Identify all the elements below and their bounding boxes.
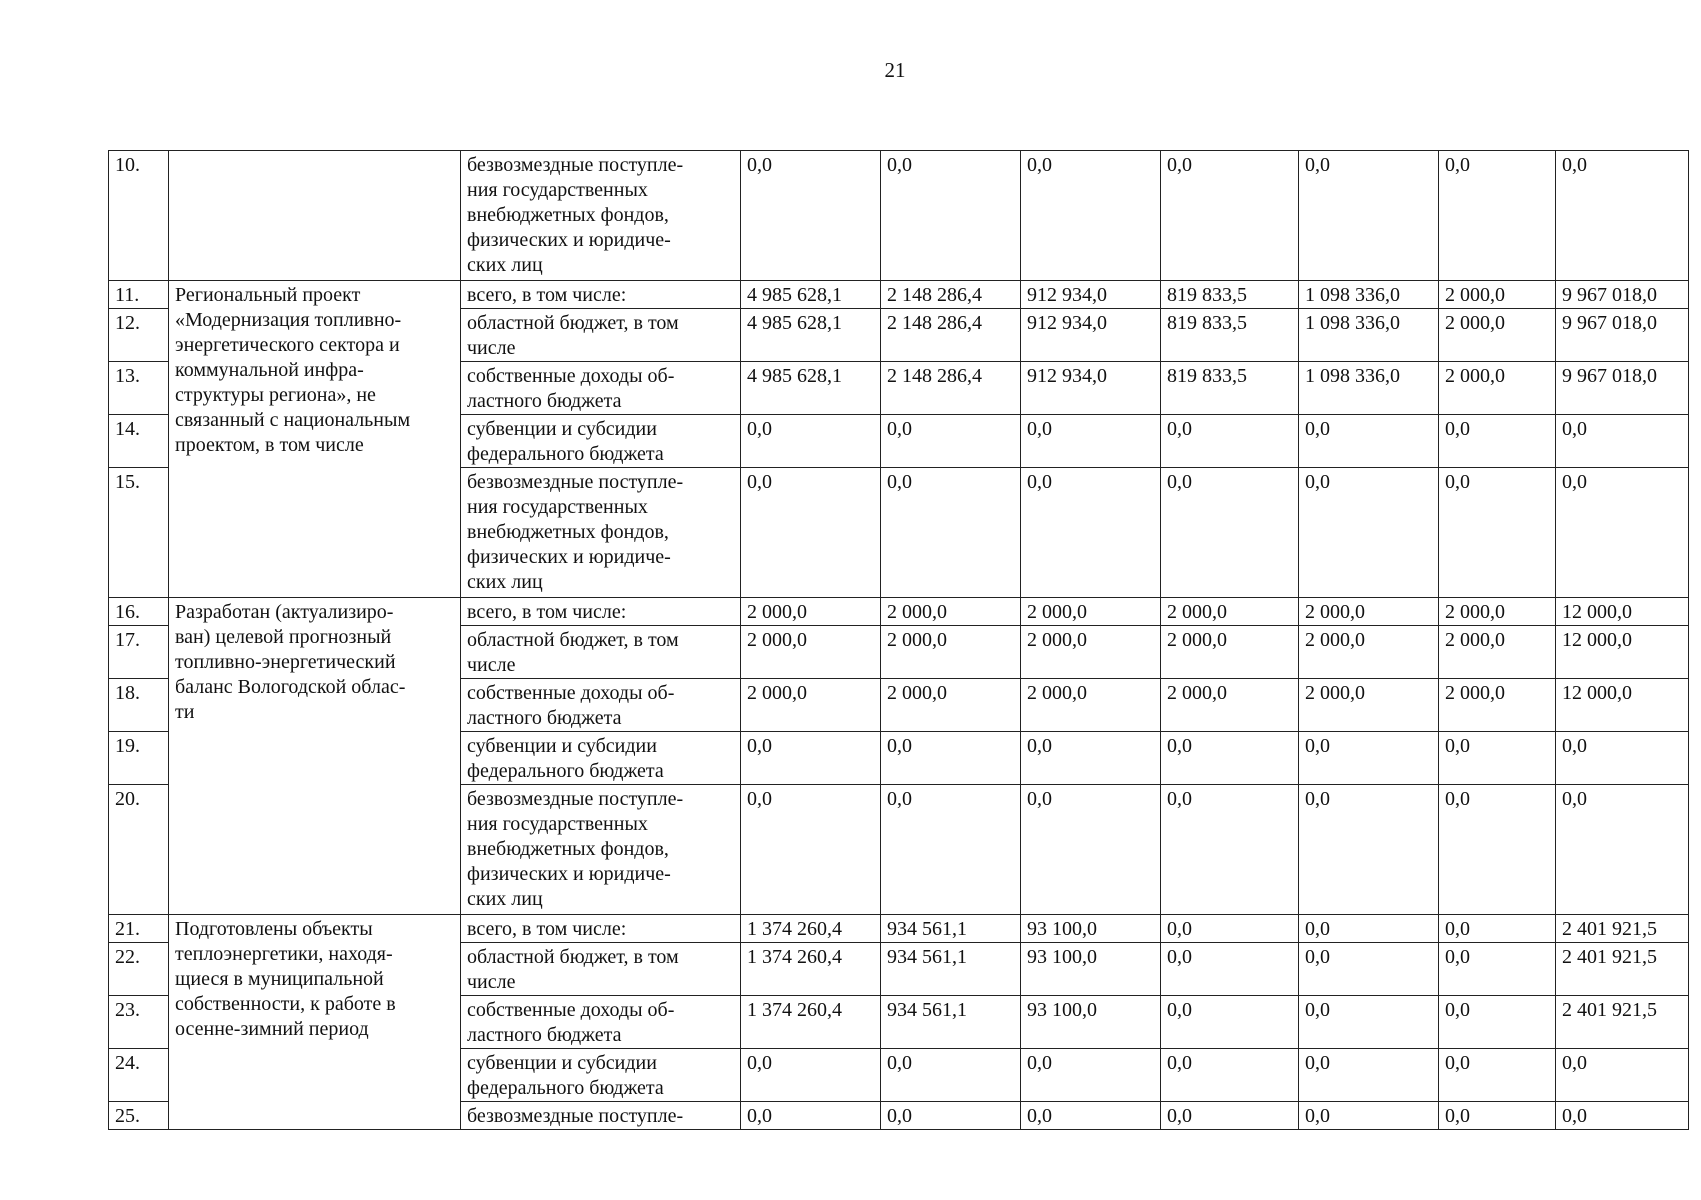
row-number: 17.: [109, 626, 169, 679]
value-cell: 1 098 336,0: [1299, 362, 1439, 415]
value-cell: 2 000,0: [1021, 626, 1161, 679]
value-cell: 4 985 628,1: [741, 281, 881, 309]
value-cell: 0,0: [1161, 415, 1299, 468]
table-row: [109, 598, 1689, 626]
value-cell: 0,0: [1021, 1102, 1161, 1130]
row-number: 18.: [109, 679, 169, 732]
value-cell: 0,0: [1439, 732, 1556, 785]
funding-source-cell: безвозмездные поступле- ния государственных внебюджетных фондов, физических и юридиче- ских лиц: [461, 785, 741, 915]
value-cell: 2 000,0: [741, 679, 881, 732]
funding-source-cell: собственные доходы об- ластного бюджета: [461, 679, 741, 732]
value-cell: 0,0: [881, 785, 1021, 915]
event-name-cell: Подготовлены объекты теплоэнергетики, находя- щиеся в муниципальной собственности, к работе в осенне-зимний период: [169, 915, 461, 1130]
value-cell: 0,0: [1161, 785, 1299, 915]
value-cell: 0,0: [1556, 151, 1689, 281]
value-cell: 0,0: [1021, 732, 1161, 785]
funding-source-cell: безвозмездные поступле- ния государственных внебюджетных фондов, физических и юридиче- ских лиц: [461, 468, 741, 598]
value-cell: 0,0: [1299, 1102, 1439, 1130]
value-cell: 0,0: [741, 1049, 881, 1102]
value-cell: 1 098 336,0: [1299, 309, 1439, 362]
value-cell: 0,0: [1299, 1049, 1439, 1102]
value-cell: 0,0: [1161, 915, 1299, 943]
value-cell: 93 100,0: [1021, 996, 1161, 1049]
value-cell: 93 100,0: [1021, 915, 1161, 943]
row-number: 19.: [109, 732, 169, 785]
value-cell: 4 985 628,1: [741, 309, 881, 362]
value-cell: 4 985 628,1: [741, 362, 881, 415]
row-number: 21.: [109, 915, 169, 943]
funding-source-cell: областной бюджет, в том числе: [461, 309, 741, 362]
value-cell: 0,0: [1161, 468, 1299, 598]
value-cell: 0,0: [1439, 943, 1556, 996]
value-cell: 0,0: [1439, 915, 1556, 943]
value-cell: 0,0: [881, 732, 1021, 785]
value-cell: 912 934,0: [1021, 309, 1161, 362]
value-cell: 9 967 018,0: [1556, 309, 1689, 362]
row-number: 24.: [109, 1049, 169, 1102]
value-cell: 2 000,0: [1439, 626, 1556, 679]
value-cell: 2 000,0: [1299, 598, 1439, 626]
value-cell: 0,0: [1299, 415, 1439, 468]
value-cell: 0,0: [1021, 151, 1161, 281]
value-cell: 0,0: [1299, 915, 1439, 943]
value-cell: 0,0: [741, 732, 881, 785]
value-cell: 0,0: [1021, 415, 1161, 468]
value-cell: 2 000,0: [1299, 626, 1439, 679]
value-cell: 0,0: [1161, 151, 1299, 281]
value-cell: 0,0: [1556, 415, 1689, 468]
funding-source-cell: областной бюджет, в том числе: [461, 943, 741, 996]
value-cell: 2 000,0: [741, 598, 881, 626]
funding-source-cell: безвозмездные поступле- ния государственных внебюджетных фондов, физических и юридиче- ских лиц: [461, 151, 741, 281]
value-cell: 2 000,0: [1439, 362, 1556, 415]
row-number: 12.: [109, 309, 169, 362]
value-cell: 9 967 018,0: [1556, 281, 1689, 309]
value-cell: 0,0: [1439, 415, 1556, 468]
row-number: 10.: [109, 151, 169, 281]
value-cell: 0,0: [1556, 785, 1689, 915]
value-cell: 2 401 921,5: [1556, 915, 1689, 943]
row-number: 14.: [109, 415, 169, 468]
row-number: 16.: [109, 598, 169, 626]
value-cell: 0,0: [1161, 732, 1299, 785]
value-cell: 0,0: [1299, 732, 1439, 785]
value-cell: 1 374 260,4: [741, 943, 881, 996]
value-cell: 2 148 286,4: [881, 281, 1021, 309]
value-cell: 912 934,0: [1021, 281, 1161, 309]
value-cell: 0,0: [741, 415, 881, 468]
value-cell: 2 000,0: [1439, 679, 1556, 732]
funding-source-cell: субвенции и субсидии федерального бюджета: [461, 415, 741, 468]
value-cell: 2 000,0: [1439, 598, 1556, 626]
row-number: 20.: [109, 785, 169, 915]
funding-source-cell: субвенции и субсидии федерального бюджета: [461, 1049, 741, 1102]
table-row: [109, 915, 1689, 943]
value-cell: 0,0: [1021, 785, 1161, 915]
value-cell: 0,0: [881, 1102, 1021, 1130]
value-cell: 934 561,1: [881, 943, 1021, 996]
value-cell: 2 000,0: [741, 626, 881, 679]
row-number: 15.: [109, 468, 169, 598]
value-cell: 2 000,0: [1161, 598, 1299, 626]
budget-table: [108, 150, 1689, 1130]
value-cell: 0,0: [1439, 996, 1556, 1049]
value-cell: 0,0: [1556, 468, 1689, 598]
value-cell: 819 833,5: [1161, 281, 1299, 309]
value-cell: 0,0: [881, 1049, 1021, 1102]
value-cell: 0,0: [1556, 1102, 1689, 1130]
value-cell: 2 000,0: [881, 626, 1021, 679]
value-cell: 0,0: [741, 151, 881, 281]
value-cell: 1 098 336,0: [1299, 281, 1439, 309]
funding-source-cell: всего, в том числе:: [461, 598, 741, 626]
row-number: 11.: [109, 281, 169, 309]
value-cell: 2 000,0: [1021, 679, 1161, 732]
funding-source-cell: субвенции и субсидии федерального бюджета: [461, 732, 741, 785]
budget-table-body: [109, 151, 1689, 1130]
value-cell: 2 000,0: [1161, 626, 1299, 679]
table-row: [109, 151, 1689, 281]
value-cell: 0,0: [1299, 996, 1439, 1049]
value-cell: 0,0: [1439, 1049, 1556, 1102]
value-cell: 12 000,0: [1556, 626, 1689, 679]
value-cell: 1 374 260,4: [741, 996, 881, 1049]
event-name-cell: Региональный проект «Модернизация топливно- энергетического сектора и коммунальной инфра- структуры региона», не связанный с национальным проектом, в том числе: [169, 281, 461, 598]
value-cell: 12 000,0: [1556, 679, 1689, 732]
value-cell: 12 000,0: [1556, 598, 1689, 626]
value-cell: 93 100,0: [1021, 943, 1161, 996]
row-number: 23.: [109, 996, 169, 1049]
event-name-cell: [169, 151, 461, 281]
value-cell: 934 561,1: [881, 996, 1021, 1049]
value-cell: 0,0: [741, 785, 881, 915]
value-cell: 0,0: [1021, 1049, 1161, 1102]
funding-source-cell: областной бюджет, в том числе: [461, 626, 741, 679]
value-cell: 0,0: [1299, 151, 1439, 281]
value-cell: 0,0: [881, 468, 1021, 598]
value-cell: 0,0: [881, 415, 1021, 468]
value-cell: 2 148 286,4: [881, 362, 1021, 415]
value-cell: 9 967 018,0: [1556, 362, 1689, 415]
value-cell: 912 934,0: [1021, 362, 1161, 415]
value-cell: 0,0: [1556, 1049, 1689, 1102]
value-cell: 0,0: [881, 151, 1021, 281]
value-cell: 0,0: [1161, 1102, 1299, 1130]
value-cell: 0,0: [1021, 468, 1161, 598]
value-cell: 2 000,0: [1439, 281, 1556, 309]
value-cell: 934 561,1: [881, 915, 1021, 943]
value-cell: 0,0: [1161, 943, 1299, 996]
value-cell: 2 000,0: [1439, 309, 1556, 362]
funding-source-cell: собственные доходы об- ластного бюджета: [461, 996, 741, 1049]
value-cell: 0,0: [741, 468, 881, 598]
row-number: 25.: [109, 1102, 169, 1130]
value-cell: 2 000,0: [1299, 679, 1439, 732]
funding-source-cell: всего, в том числе:: [461, 281, 741, 309]
value-cell: 2 000,0: [1161, 679, 1299, 732]
value-cell: 819 833,5: [1161, 309, 1299, 362]
value-cell: 0,0: [1299, 785, 1439, 915]
value-cell: 0,0: [741, 1102, 881, 1130]
value-cell: 819 833,5: [1161, 362, 1299, 415]
value-cell: 0,0: [1556, 732, 1689, 785]
value-cell: 0,0: [1161, 996, 1299, 1049]
value-cell: 2 401 921,5: [1556, 943, 1689, 996]
value-cell: 0,0: [1161, 1049, 1299, 1102]
value-cell: 0,0: [1439, 785, 1556, 915]
value-cell: 0,0: [1439, 151, 1556, 281]
page-number: 21: [884, 58, 906, 82]
value-cell: 2 148 286,4: [881, 309, 1021, 362]
table-row: [109, 281, 1689, 309]
row-number: 13.: [109, 362, 169, 415]
row-number: 22.: [109, 943, 169, 996]
funding-source-cell: всего, в том числе:: [461, 915, 741, 943]
value-cell: 0,0: [1439, 468, 1556, 598]
funding-source-cell: собственные доходы об- ластного бюджета: [461, 362, 741, 415]
value-cell: 0,0: [1439, 1102, 1556, 1130]
value-cell: 2 000,0: [881, 679, 1021, 732]
value-cell: 2 000,0: [881, 598, 1021, 626]
value-cell: 1 374 260,4: [741, 915, 881, 943]
event-name-cell: Разработан (актуализиро- ван) целевой прогнозный топливно-энергетический баланс Вологодской облас- ти: [169, 598, 461, 915]
value-cell: 2 000,0: [1021, 598, 1161, 626]
value-cell: 0,0: [1299, 468, 1439, 598]
value-cell: 2 401 921,5: [1556, 996, 1689, 1049]
funding-source-cell: безвозмездные поступле-: [461, 1102, 741, 1130]
value-cell: 0,0: [1299, 943, 1439, 996]
